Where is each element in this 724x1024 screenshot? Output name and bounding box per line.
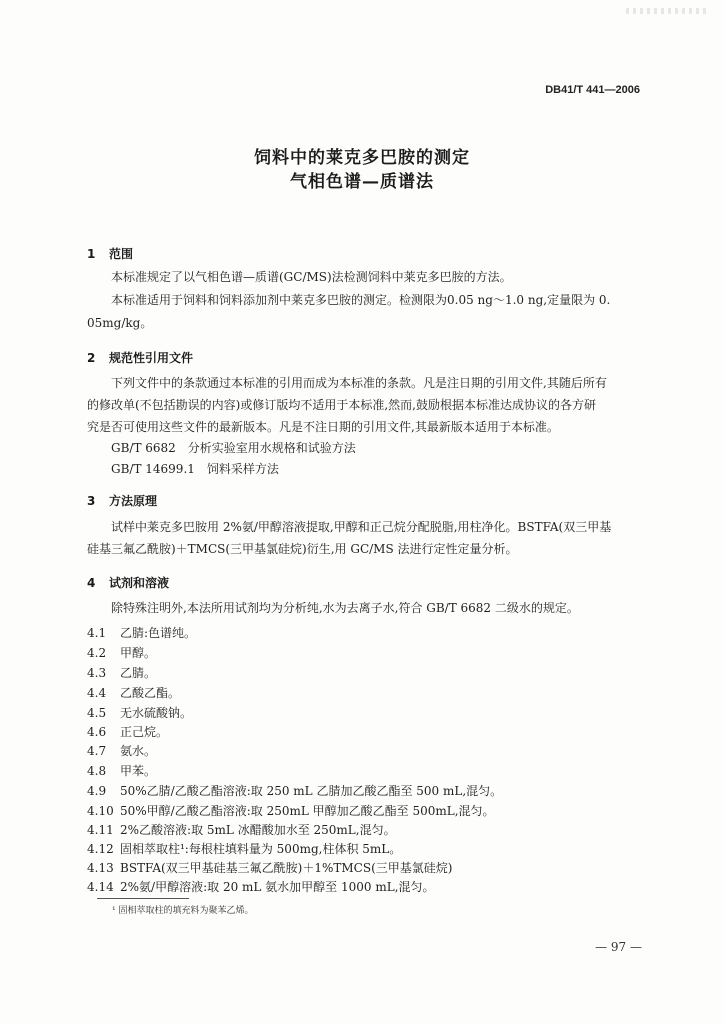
section-heading-4 bbox=[87, 574, 169, 591]
list-item: 4.3 乙腈。 bbox=[87, 666, 157, 680]
paragraph-line: 05mg/kg。 bbox=[87, 316, 153, 330]
list-item: 4.2 甲醇。 bbox=[87, 646, 157, 660]
list-item: 4.1 乙腈:色谱纯。 bbox=[87, 626, 197, 640]
list-item: 4.13 BSTFA(双三甲基硅基三氟乙酰胺)＋1%TMCS(三甲基氯硅烷) bbox=[87, 861, 453, 875]
section-heading-1 bbox=[87, 245, 133, 262]
list-item: 4.4 乙酸乙酯。 bbox=[87, 686, 181, 700]
page-number: — 97 — bbox=[595, 940, 642, 954]
list-item: 4.14 2%氨/甲醇溶液:取 20 mL 氨水加甲醇至 1000 mL,混匀。 bbox=[87, 880, 435, 894]
paragraph-line: 本标准规定了以气相色谱—质谱(GC/MS)法检测饲料中莱克多巴胺的方法。 bbox=[111, 270, 512, 284]
list-item: 4.7 氨水。 bbox=[87, 744, 157, 758]
list-item: 4.11 2%乙酸溶液:取 5mL 冰醋酸加水至 250mL,混匀。 bbox=[87, 823, 396, 837]
list-item: 4.10 50%甲醇/乙酸乙酯溶液:取 250mL 甲醇加乙酸乙酯至 500mL,混匀。 bbox=[87, 804, 495, 818]
footnote: ¹ 固相萃取柱的填充料为聚苯乙烯。 bbox=[112, 906, 254, 916]
footnote-divider bbox=[97, 898, 189, 899]
section-number: 1 bbox=[87, 247, 96, 261]
paragraph-line: 除特殊注明外,本法所用试剂均为分析纯,水为去离子水,符合 GB/T 6682 二级水的规定。 bbox=[111, 601, 579, 615]
paragraph-line: 本标准适用于饲料和饲料添加剂中莱克多巴胺的测定。检测限为0.05 ng～1.0 ng,定量限为 0. bbox=[111, 293, 611, 307]
section-number: 4 bbox=[87, 576, 96, 590]
list-item: 4.8 甲苯。 bbox=[87, 764, 157, 778]
paragraph-line: 试样中莱克多巴胺用 2%氨/甲醇溶液提取,甲醇和正己烷分配脱脂,用柱净化。BSTFA(双三甲基 bbox=[111, 520, 612, 534]
list-item: 4.6 正己烷。 bbox=[87, 725, 169, 739]
section-title: 范围 bbox=[109, 247, 134, 261]
document-subtitle: 气相色谱—质谱法 bbox=[290, 172, 434, 192]
section-heading-3 bbox=[87, 492, 157, 509]
list-item: 4.5 无水硫酸钠。 bbox=[87, 706, 193, 720]
paragraph-line: 究是否可使用这些文件的最新版本。凡是不注日期的引用文件,其最新版本适用于本标准。 bbox=[87, 420, 559, 434]
list-item: 4.12 固相萃取柱¹:每根柱填料量为 500mg,柱体积 5mL。 bbox=[87, 842, 402, 856]
reference-item: GB/T 14699.1 饲料采样方法 bbox=[111, 462, 279, 476]
section-title: 规范性引用文件 bbox=[109, 351, 194, 365]
list-item: 4.9 50%乙腈/乙酸乙酯溶液:取 250 mL 乙腈加乙酸乙酯至 500 mL,混匀。 bbox=[87, 784, 503, 798]
section-number: 3 bbox=[87, 494, 96, 508]
document-title: 饲料中的莱克多巴胺的测定 bbox=[254, 148, 470, 168]
reference-item: GB/T 6682 分析实验室用水规格和试验方法 bbox=[111, 441, 356, 455]
section-heading-2 bbox=[87, 349, 193, 366]
standard-code: DB41/T 441—2006 bbox=[545, 84, 640, 96]
paragraph-line: 的修改单(不包括勘误的内容)或修订版均不适用于本标准,然而,鼓励根据本标准达成协议的各方研 bbox=[87, 398, 596, 412]
scan-artifact bbox=[626, 8, 706, 14]
paragraph-line: 下列文件中的条款通过本标准的引用而成为本标准的条款。凡是注日期的引用文件,其随后所有 bbox=[111, 376, 607, 390]
section-title: 方法原理 bbox=[109, 494, 158, 508]
section-title: 试剂和溶液 bbox=[109, 576, 170, 590]
section-number: 2 bbox=[87, 351, 96, 365]
paragraph-line: 硅基三氟乙酰胺)＋TMCS(三甲基氯硅烷)衍生,用 GC/MS 法进行定性定量分析。 bbox=[87, 542, 518, 556]
